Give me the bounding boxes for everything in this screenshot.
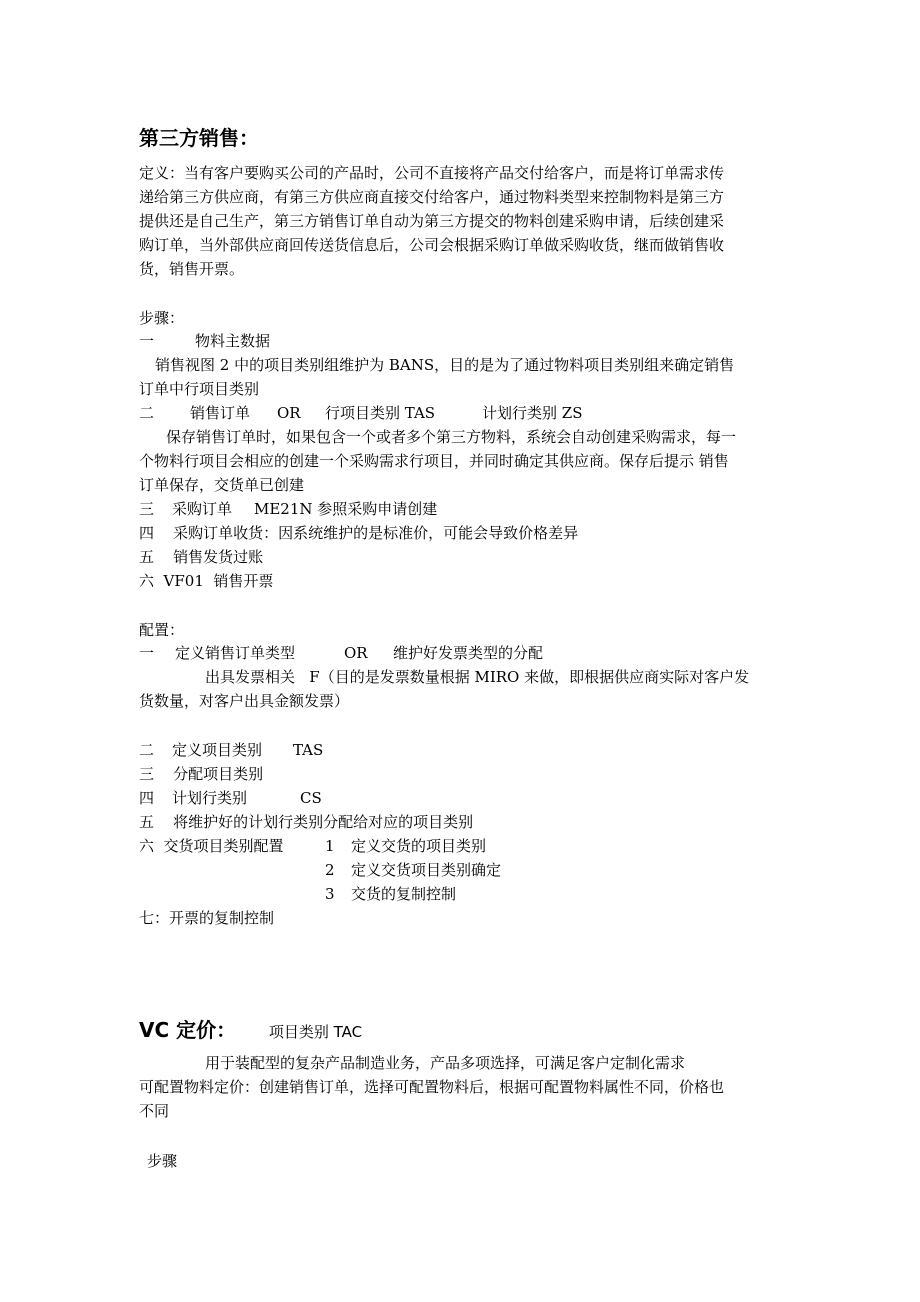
step-2-or: OR: [277, 404, 301, 422]
step-2-number: 二: [139, 404, 155, 422]
step-3-number: 三: [139, 500, 155, 518]
definition-line: 购订单，当外部供应商回传送货信息后，公司会根据采购订单做采购收货，继而做销售收: [139, 236, 725, 254]
vc-item-category: 项目类别 TAC: [268, 1023, 363, 1041]
section-title-vc-pricing: VC 定价：: [139, 1018, 237, 1042]
config-6-item-text: 交货的复制控制: [351, 885, 457, 903]
config-4-code: CS: [300, 789, 322, 807]
section-title-vc-pricing-row: [139, 1014, 362, 1043]
step-2-schedule-line: 计划行类别 ZS: [482, 404, 583, 422]
steps-label: 步骤：: [139, 309, 185, 327]
step-2-sales-order: 销售订单: [190, 404, 251, 422]
config-6-item-number: 1: [325, 837, 335, 855]
step-1-number: 一: [139, 332, 155, 350]
config-6-item-text: 定义交货的项目类别: [351, 837, 487, 855]
config-6-label: 六 交货项目类别配置: [139, 837, 284, 855]
config-4-number: 四: [139, 789, 155, 807]
config-1-billing-type: 维护好发票类型的分配: [393, 644, 544, 662]
step-1-desc: 订单中行项目类别: [139, 380, 260, 398]
step-2-item-category: 行项目类别 TAS: [325, 404, 436, 422]
config-1-number: 一: [139, 644, 155, 662]
definition-line: 定义：当有客户要购买公司的产品时，公司不直接将产品交付给客户，而是将订单需求传: [139, 164, 725, 182]
config-1-or: OR: [344, 644, 368, 662]
config-6-item-number: 3: [325, 885, 335, 903]
config-2-code: TAS: [293, 741, 324, 759]
step-6: 六 VF01 销售开票: [139, 572, 274, 590]
vc-desc-line: 用于装配型的复杂产品制造业务，产品多项选择，可满足客户定制化需求: [205, 1054, 686, 1072]
definition-line: 递给第三方供应商，有第三方供应商直接交付给客户，通过物料类型来控制物料是第三方: [139, 188, 725, 206]
step-4: 四 采购订单收货：因系统维护的是标准价，可能会导致价格差异: [139, 524, 579, 542]
config-4-text: 计划行类别: [172, 789, 248, 807]
config-label: 配置：: [139, 621, 185, 639]
definition-line: 提供还是自己生产，第三方销售订单自动为第三方提交的物料创建采购申请，后续创建采: [139, 212, 725, 230]
step-1-text: 物料主数据: [195, 332, 271, 350]
config-3: 三 分配项目类别: [139, 765, 264, 783]
config-7: 七：开票的复制控制: [139, 909, 275, 927]
config-2-text: 定义项目类别: [172, 741, 263, 759]
vc-steps-label: 步骤: [147, 1152, 178, 1170]
definition-line: 货，销售开票。: [139, 260, 245, 278]
config-1-desc: 出具发票相关 F（目的是发票数量根据 MIRO 来做，即根据供应商实际对客户发: [205, 668, 750, 686]
config-6-item-number: 2: [325, 861, 335, 879]
step-3-text: 采购订单: [172, 500, 233, 518]
step-1-desc: 销售视图 2 中的项目类别组维护为 BANS，目的是为了通过物料项目类别组来确定销售: [155, 356, 735, 374]
step-2-desc: 订单保存，交货单已创建: [139, 476, 305, 494]
step-5: 五 销售发货过账: [139, 548, 264, 566]
section-title-third-party-sales: 第三方销售：: [139, 126, 259, 150]
vc-desc-line: 不同: [139, 1102, 170, 1120]
config-5: 五 将维护好的计划行类别分配给对应的项目类别: [139, 813, 474, 831]
config-1-order-type: 定义销售订单类型: [175, 644, 296, 662]
step-2-desc: 保存销售订单时，如果包含一个或者多个第三方物料，系统会自动创建采购需求，每一: [166, 428, 737, 446]
config-1-desc: 货数量，对客户出具金额发票）: [139, 692, 350, 710]
step-3-code: ME21N 参照采购申请创建: [254, 500, 438, 518]
config-2-number: 二: [139, 741, 155, 759]
step-2-desc: 个物料行项目会相应的创建一个采购需求行项目，并同时确定其供应商。保存后提示 销售: [139, 452, 729, 470]
vc-desc-line: 可配置物料定价：创建销售订单，选择可配置物料后，根据可配置物料属性不同，价格也: [139, 1078, 725, 1096]
config-6-item-text: 定义交货项目类别确定: [351, 861, 502, 879]
